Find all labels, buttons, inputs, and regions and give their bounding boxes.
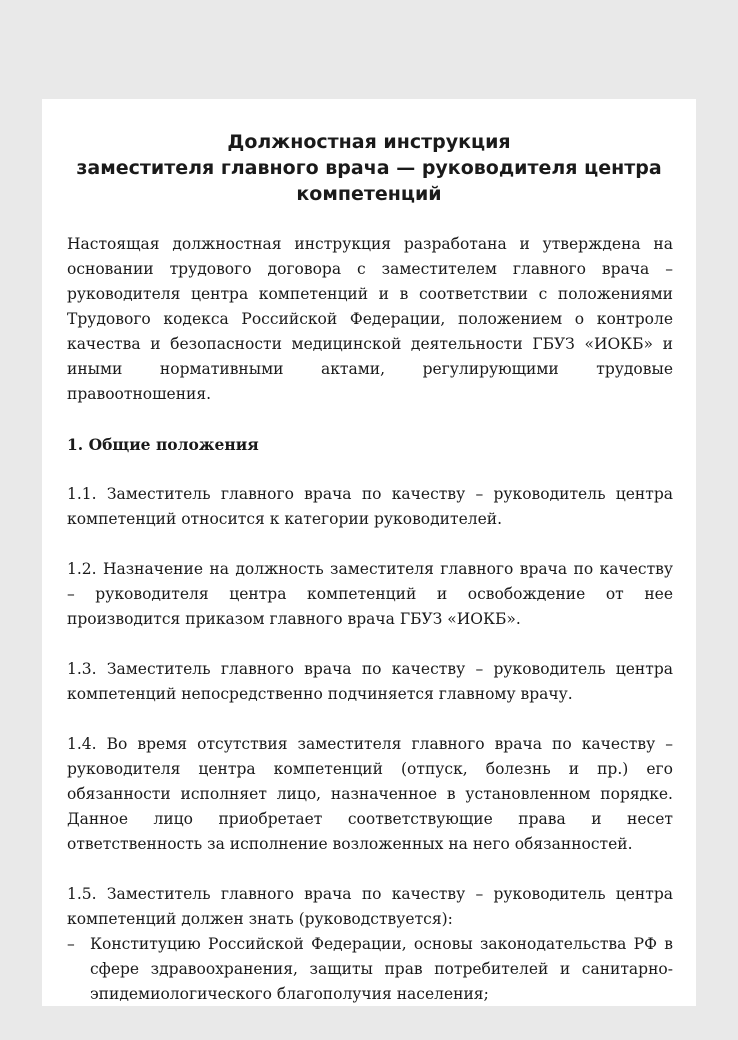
document-title (42, 129, 696, 207)
section-heading-general: 1. Общие положения (67, 435, 259, 454)
paragraph-1-5: 1.5. Заместитель главного врача по качеству – руководитель центра компетенций должен знать (руководствуется): (67, 885, 673, 928)
title-line-2: заместителя главного врача — руководителя центра (76, 157, 662, 179)
document-page (42, 99, 696, 1006)
intro-paragraph: Настоящая должностная инструкция разработана и утверждена на основании трудового договора с заместителем главного врача – руководителя центра компетенций и в соответствии с положениями Трудового кодекса Российской Федерации, положением о контроле качества и безопасности медицинской деятельности ГБУЗ «ИОКБ» и иными нормативными актами, регулирующими трудовые правоотношения. (67, 235, 673, 403)
paragraph-1-2: 1.2. Назначение на должность заместителя главного врача по качеству – руководителя центра компетенций и освобождение от нее производится приказом главного врача ГБУЗ «ИОКБ». (67, 560, 673, 628)
list-dash: – (67, 935, 75, 953)
document-body (67, 232, 673, 1007)
paragraph-1-1: 1.1. Заместитель главного врача по качеству – руководитель центра компетенций относится к категории руководителей. (67, 485, 673, 528)
title-line-1: Должностная инструкция (227, 131, 511, 153)
paragraph-1-4: 1.4. Во время отсутствия заместителя главного врача по качеству – руководителя центра компетенций (отпуск, болезнь и пр.) его обязанности исполняет лицо, назначенное в установленном порядке. Данное лицо приобретает соответствующие права и несет ответственность за исполнение возложенных на него обязанностей. (67, 735, 673, 853)
list-item-text: Конституцию Российской Федерации, основы законодательства РФ в сфере здравоохранения, защиты прав потребителей и санитарно-эпидемиологического благополучия населения; (90, 935, 673, 1003)
title-line-3: компетенций (296, 183, 442, 205)
list-item (67, 932, 673, 1007)
requirements-list (67, 932, 673, 1007)
paragraph-1-3: 1.3. Заместитель главного врача по качеству – руководитель центра компетенций непосредственно подчиняется главному врачу. (67, 660, 673, 703)
